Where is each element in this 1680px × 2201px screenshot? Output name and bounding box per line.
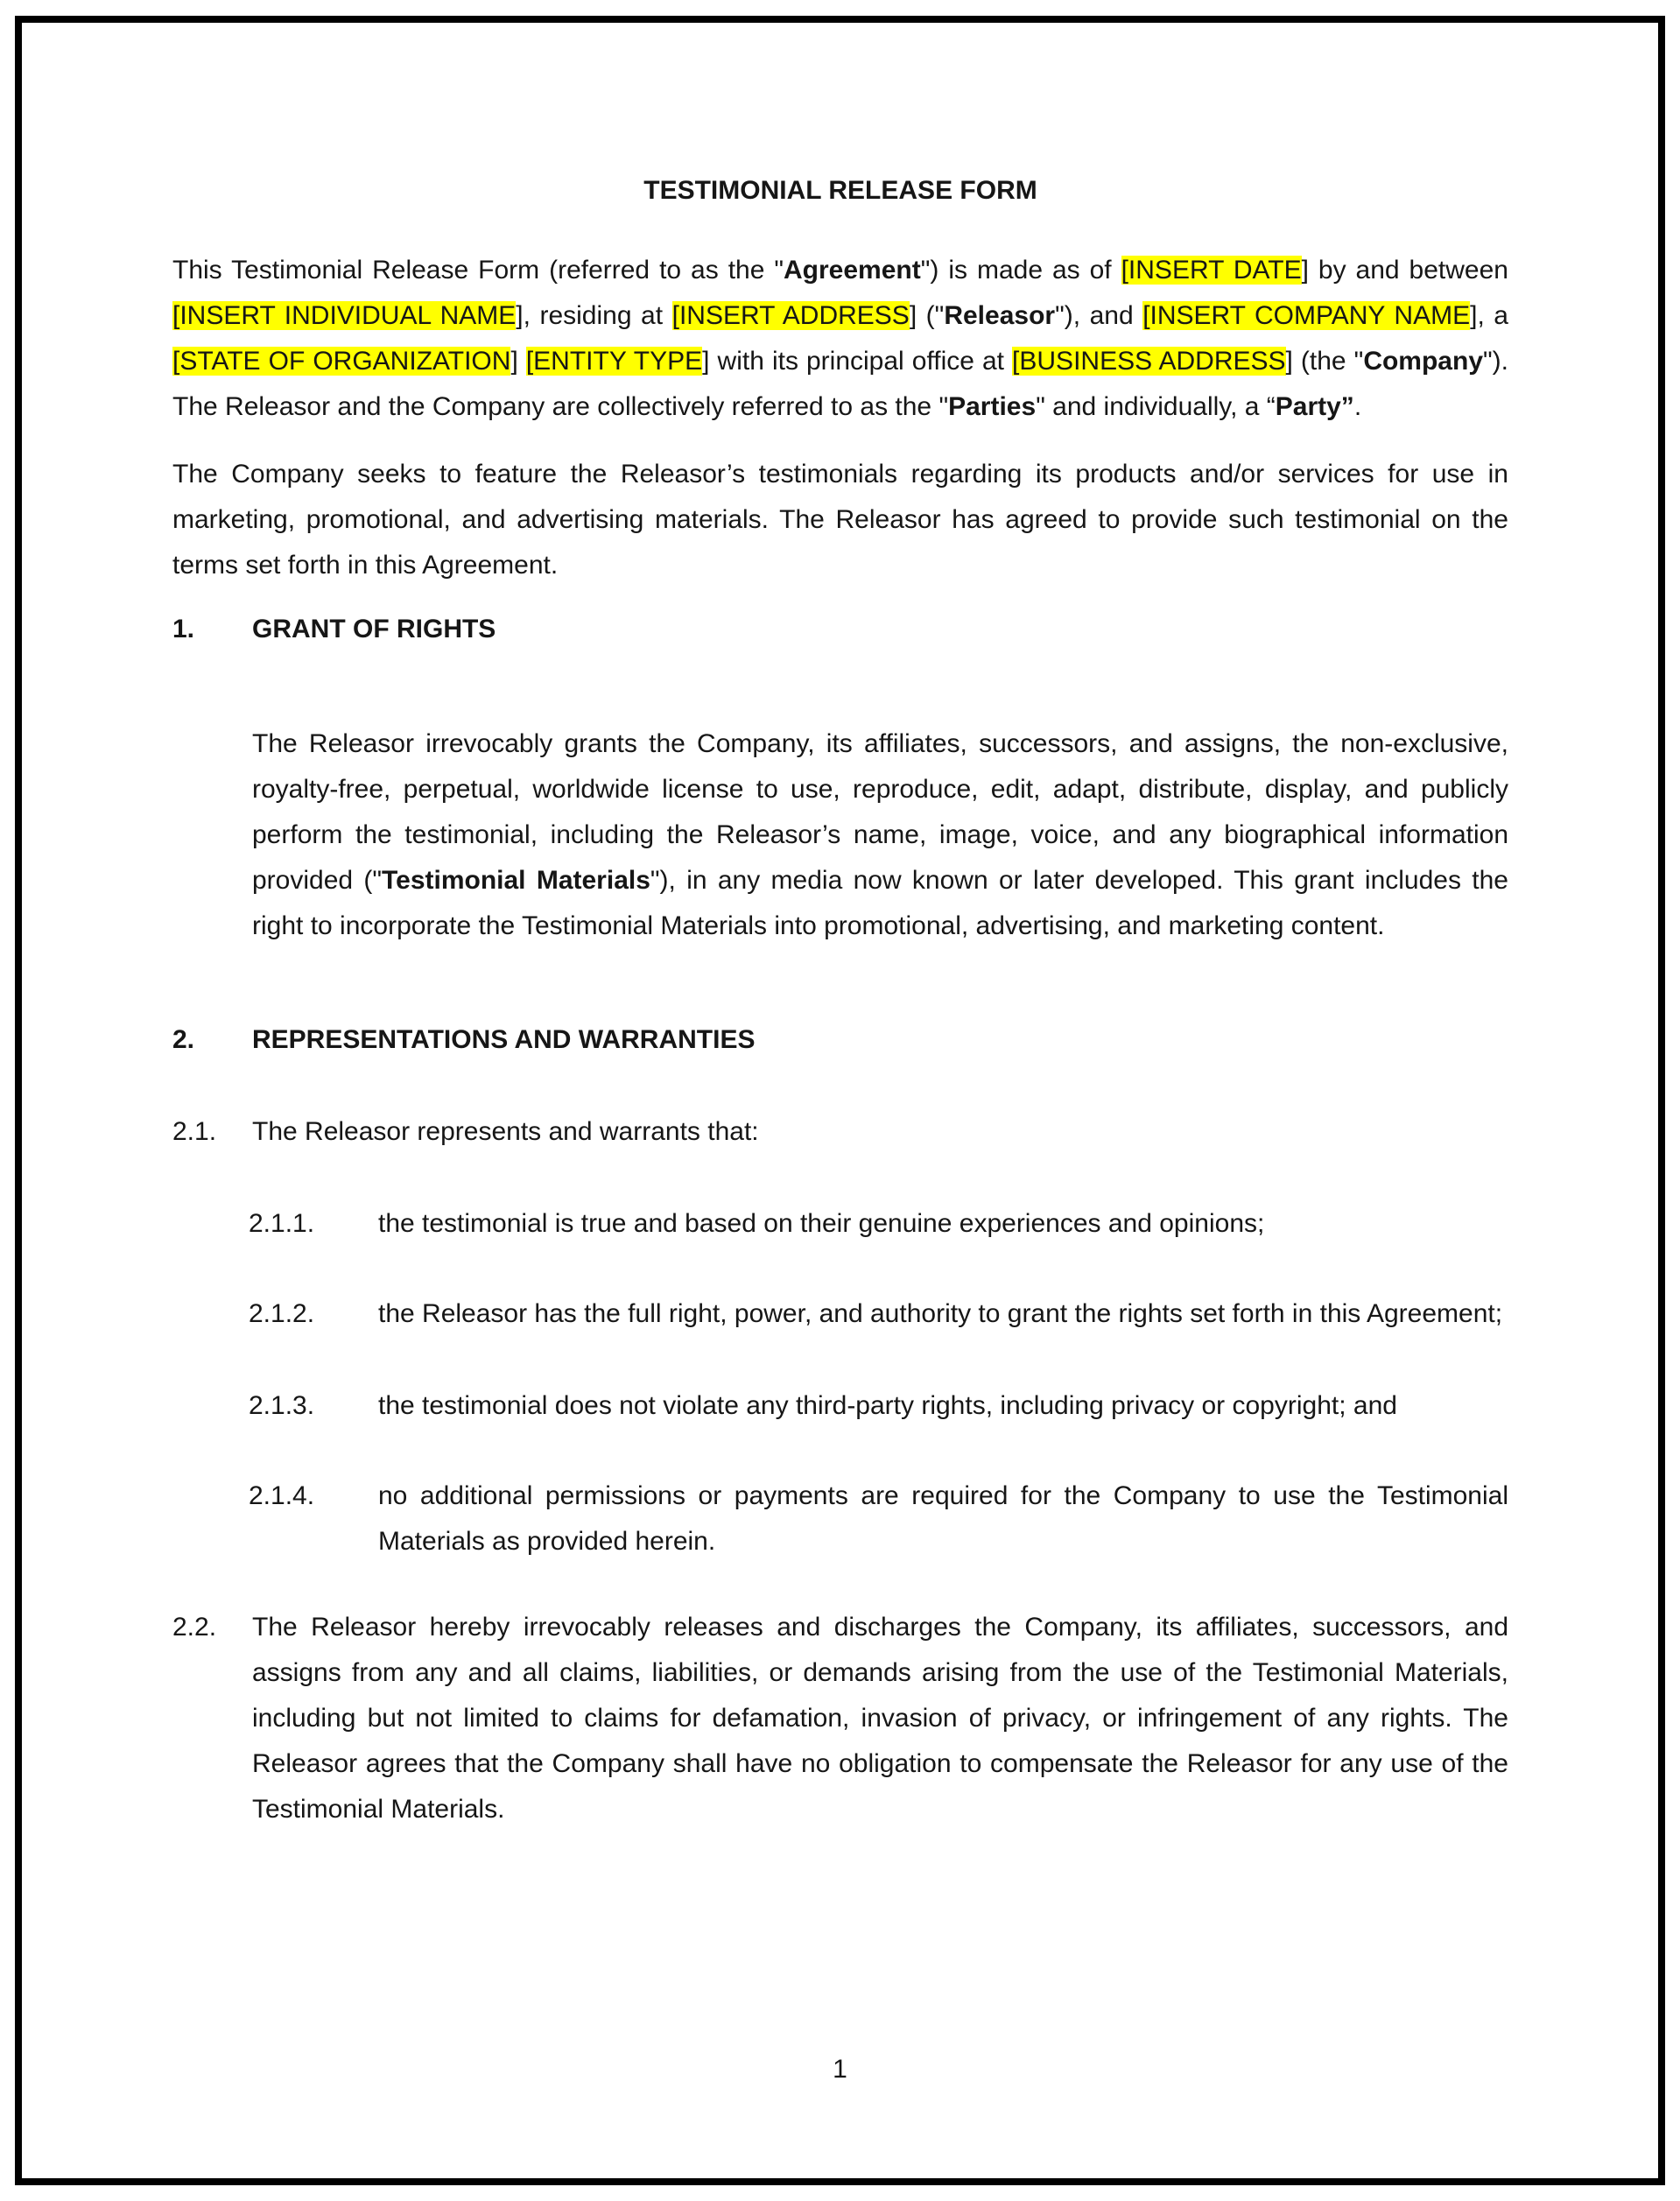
section-2-heading: [172, 1017, 1508, 1063]
section-1-number: 1.: [172, 615, 195, 643]
section-1-body: The Releasor irrevocably grants the Company, its affiliates, successors, and assigns, the non-exclusive, royalty-free, perpetual, worldwide license to use, reproduce, edit, adapt, distribute, display, and publicly perform the testimonial, including the Releasor’s name, image, voice, and any biographical information provided ("Testimonial Materials"), in any media now known or later developed. This grant includes the right to incorporate the Testimonial Materials into promotional, advertising, and marketing content.: [252, 729, 1508, 940]
clause-2-1-4-number: 2.1.4.: [249, 1481, 315, 1510]
page-number: 1: [833, 2055, 847, 2084]
clause-2-1-4-text: no additional permissions or payments are required for the Company to use the Testimonial Materials as provided herein.: [378, 1481, 1508, 1556]
clause-2-1-2-text: the Releasor has the full right, power, and authority to grant the rights set forth in this Agreement;: [378, 1299, 1503, 1328]
clause-2-2-text: The Releasor hereby irrevocably releases and discharges the Company, its affiliates, successors, and assigns from any and all claims, liabilities, or demands arising from the use of the Testimonial Materials, including but not limited to claims for defamation, invasion of privacy, or infringement of any rights. The Releasor agrees that the Company shall have no obligation to compensate the Releasor for any use of the Testimonial Materials.: [252, 1613, 1508, 1824]
intro-paragraph-2: The Company seeks to feature the Releasor’s testimonials regarding its products and/or services for use in marketing, promotional, and advertising materials. The Releasor has agreed to provide such testimonial on the terms set forth in this Agreement.: [172, 460, 1508, 580]
section-2-title: REPRESENTATIONS AND WARRANTIES: [252, 1025, 756, 1054]
intro-paragraph-1: This Testimonial Release Form (referred to as the "Agreement") is made as of [INSERT DATE] by and between [INSERT INDIVIDUAL NAME], residing at [INSERT ADDRESS] ("Releasor"), and [INSERT COMPANY NAME], a [STATE OF ORGANIZATION] [ENTITY TYPE] with its principal office at [BUSINESS ADDRESS] (the "Company"). The Releasor and the Company are collectively referred to as the "Parties" and individually, a “Party”.: [172, 256, 1508, 421]
clause-2-1-text: The Releasor represents and warrants that:: [252, 1117, 759, 1146]
clause-2-2: [172, 1605, 1508, 1832]
section-1-heading: [172, 607, 1508, 652]
clause-2-2-number: 2.2.: [172, 1613, 217, 1642]
clause-2-1-3-number: 2.1.3.: [249, 1391, 315, 1420]
section-1-title: GRANT OF RIGHTS: [252, 615, 496, 643]
clause-2-1-1: [249, 1201, 1508, 1247]
clause-2-1-1-text: the testimonial is true and based on their genuine experiences and opinions;: [378, 1209, 1265, 1238]
document-title: TESTIMONIAL RELEASE FORM: [643, 176, 1037, 205]
clause-2-1-1-number: 2.1.1.: [249, 1209, 315, 1238]
section-2-number: 2.: [172, 1025, 195, 1054]
clause-2-1-4: [249, 1473, 1508, 1565]
clause-2-1-2: [249, 1291, 1508, 1337]
clause-2-1-2-number: 2.1.2.: [249, 1299, 315, 1328]
clause-2-1-3-text: the testimonial does not violate any third-party rights, including privacy or copyright; and: [378, 1391, 1397, 1420]
clause-2-1: [172, 1109, 1508, 1155]
document-content: [172, 168, 1508, 1832]
clause-2-1-3: [249, 1383, 1508, 1429]
clause-2-1-number: 2.1.: [172, 1117, 217, 1146]
